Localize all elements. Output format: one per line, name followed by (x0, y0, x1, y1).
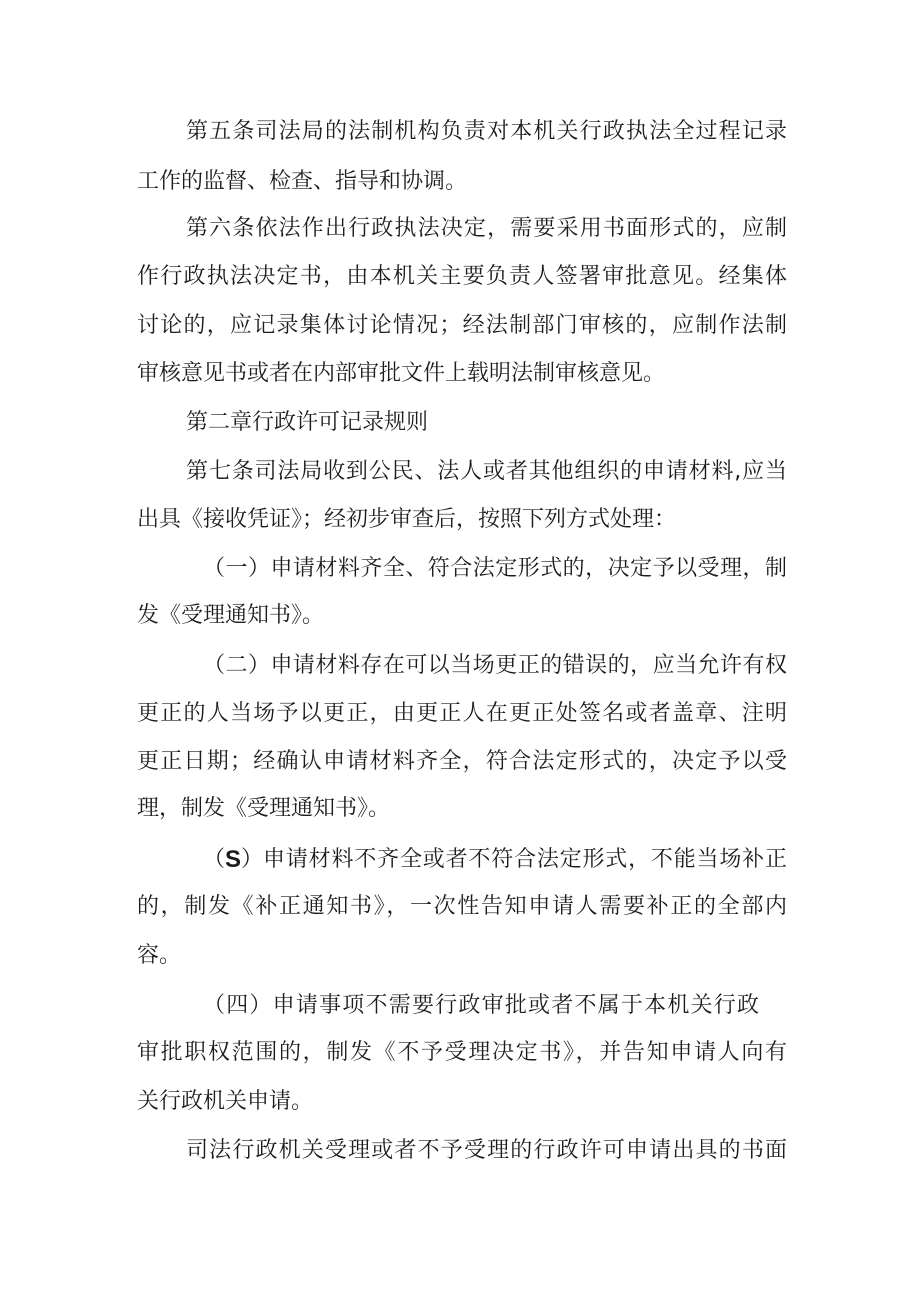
chapter-2-heading: 第二章行政许可记录规则 (186, 410, 429, 435)
item-3-marker-close: ） (241, 847, 264, 872)
item-2-line-4: 理，制发《受理通知书》。 (137, 796, 391, 821)
article-7-line-2: 出具《接收凭证》；经初步审查后，按照下列方式处理： (137, 507, 677, 532)
article-6-line-4: 审核意见书或者在内部审批文件上载明法制审核意见。 (137, 361, 666, 386)
article-5-line-2: 工作的监督、检查、指导和协调。 (137, 169, 468, 194)
article-7-line-1: 第七条司法局收到公民、法人或者其他组织的申请材料,应当 (186, 459, 787, 484)
item-2-line-1: （二）申请材料存在可以当场更正的错误的，应当允许有权 (203, 653, 787, 678)
item-4-line-3: 关行政机关申请。 (137, 1089, 314, 1114)
article-6-line-3: 讨论的，应记录集体讨论情况；经法制部门审核的，应制作法制 (137, 313, 787, 338)
article-6-line-1: 第六条依法作出行政执法决定，需要采用书面形式的，应制 (186, 216, 787, 241)
item-1-line-2: 发《受理通知书》。 (137, 603, 325, 628)
article-6-line-2: 作行政执法决定书，由本机关主要负责人签署审批意见。经集体 (137, 264, 787, 289)
item-2-line-3: 更正日期；经确认申请材料齐全，符合法定形式的，决定予以受 (137, 749, 787, 774)
item-3-line-2: 的，制发《补正通知书》，一次性告知申请人需要补正的全部内 (137, 894, 787, 919)
article-5-line-1: 第五条司法局的法制机构负责对本机关行政执法全过程记录 (186, 119, 787, 144)
item-1-line-1: （一）申请材料齐全、符合法定形式的，决定予以受理，制 (203, 556, 787, 581)
item-3-line-3: 容。 (137, 943, 182, 968)
item-3-marker-open: （ (203, 847, 226, 872)
item-2-line-2: 更正的人当场予以更正，由更正人在更正处签名或者盖章、注明 (137, 701, 787, 726)
item-3-line-1 (203, 845, 787, 875)
final-paragraph-line-1: 司法行政机关受理或者不予受理的行政许可申请出具的书面 (186, 1138, 787, 1163)
item-4-line-2: 审批职权范围的，制发《不予受理决定书》，并告知申请人向有 (137, 1040, 787, 1065)
item-3-text: 申请材料不齐全或者不符合法定形式，不能当场补正 (263, 847, 787, 872)
item-3-marker-letter: S (225, 846, 242, 873)
item-4-line-1: （四）申请事项不需要行政审批或者不属于本机关行政 (203, 993, 759, 1018)
